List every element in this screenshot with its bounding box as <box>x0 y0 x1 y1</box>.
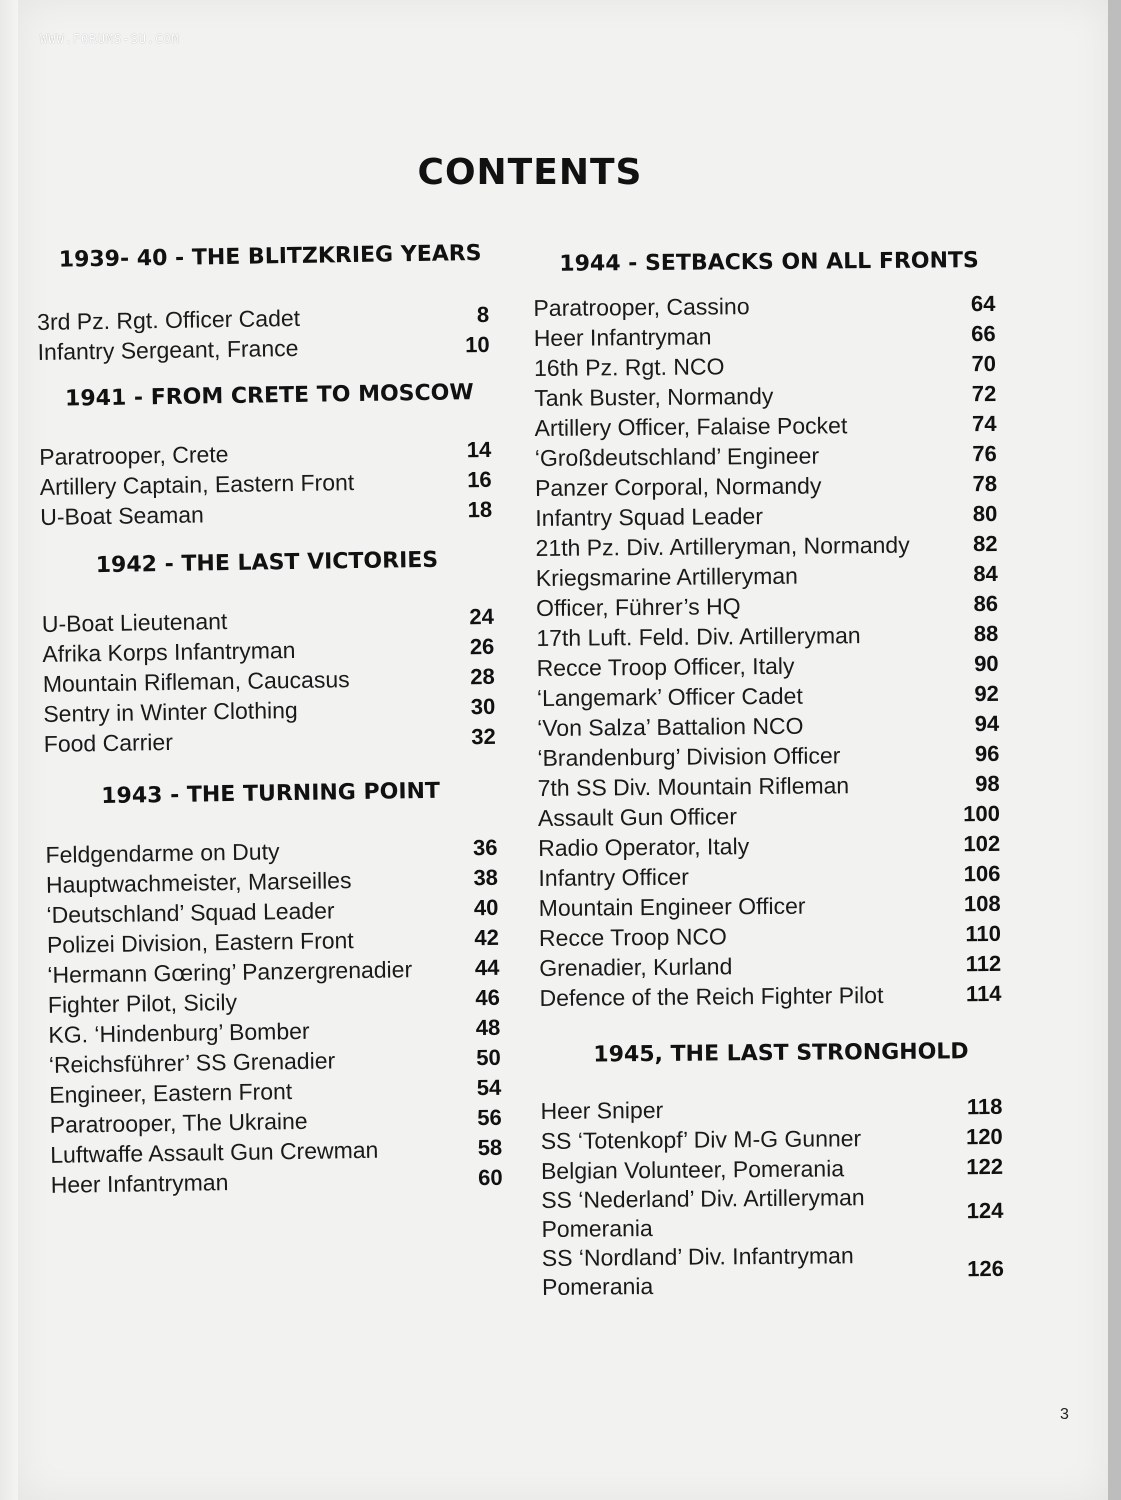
entry-title: Fighter Pilot, Sicily <box>47 988 238 1018</box>
entry-title: Hauptwachmeister, Marseilles <box>45 867 352 898</box>
entry-page: 24 <box>469 603 495 630</box>
entry-page: 102 <box>963 830 1001 857</box>
entry-title: Feldgendarme on Duty <box>45 838 280 868</box>
toc-entry <box>541 1122 1003 1156</box>
entry-title: 17th Luft. Feld. Div. Artilleryman <box>536 622 861 651</box>
entry-title: 16th Pz. Rgt. NCO <box>533 353 725 381</box>
entry-page: 118 <box>966 1093 1003 1120</box>
entry-page: 70 <box>971 350 997 377</box>
toc-entry <box>539 919 1001 953</box>
entry-page: 40 <box>473 894 499 921</box>
entry-title: ‘Von Salza’ Battalion NCO <box>537 712 804 741</box>
entry-title: Infantry Officer <box>538 863 689 891</box>
left-column <box>36 241 503 1200</box>
entry-title: ‘Brandenburg’ Division Officer <box>537 742 841 771</box>
entry-page: 54 <box>476 1074 502 1101</box>
entry-title: Paratrooper, The Ukraine <box>49 1107 308 1138</box>
entry-title: Mountain Rifleman, Caucasus <box>42 666 350 697</box>
entry-page: 32 <box>471 723 496 750</box>
entry-page: 26 <box>469 633 495 660</box>
entry-title: Grenadier, Kurland <box>539 953 733 981</box>
entry-page: 122 <box>966 1153 1004 1180</box>
entry-page: 64 <box>970 290 996 317</box>
toc-entry <box>534 319 996 353</box>
entry-title: 7th SS Div. Mountain Rifleman <box>537 772 850 801</box>
entry-title: ‘Großdeutschland’ Engineer <box>534 442 820 471</box>
toc-entry <box>535 499 997 533</box>
toc-entry <box>44 722 496 759</box>
entry-page: 66 <box>971 320 996 347</box>
entry-title: Afrika Korps Infantryman <box>42 636 296 667</box>
toc-entry <box>541 1152 1003 1186</box>
toc-entry <box>535 469 997 503</box>
entry-page: 14 <box>466 436 492 463</box>
entry-page: 82 <box>972 530 998 557</box>
entry-page: 114 <box>965 980 1002 1007</box>
entry-title: U-Boat Lieutenant <box>41 608 228 637</box>
section-1944-entries <box>533 289 1001 1013</box>
toc-entry <box>536 589 998 623</box>
entry-page: 76 <box>972 440 997 467</box>
entry-title: Kriegsmarine Artilleryman <box>535 562 798 591</box>
entry-title: Heer Infantryman <box>50 1169 229 1198</box>
entry-title: Heer Infantryman <box>533 323 712 351</box>
entry-page: 36 <box>472 834 498 861</box>
entry-title: U-Boat Seaman <box>40 501 205 530</box>
entry-title: Radio Operator, Italy <box>538 833 750 861</box>
section-1943-entries <box>45 833 503 1200</box>
section-heading-1939: 1939- 40 - THE BLITZKRIEG YEARS <box>58 241 482 273</box>
entry-page: 98 <box>975 770 1000 797</box>
entry-title: Defence of the Reich Fighter Pilot <box>539 981 884 1011</box>
toc-entry <box>539 889 1001 923</box>
entry-title <box>542 1241 854 1302</box>
section-1945-entries <box>540 1092 1004 1302</box>
entry-title: Infantry Squad Leader <box>535 503 764 531</box>
entry-title: Officer, Führer’s HQ <box>535 593 741 621</box>
entry-page: 90 <box>974 650 999 677</box>
entry-page: 58 <box>477 1134 503 1161</box>
toc-entry <box>542 1240 1004 1302</box>
entry-page: 42 <box>474 924 500 951</box>
background-edge <box>1108 0 1121 1500</box>
entry-title: Paratrooper, Crete <box>39 441 229 470</box>
toc-entry <box>537 709 999 743</box>
page-title: CONTENTS <box>417 152 643 193</box>
entry-title: Food Carrier <box>43 728 174 757</box>
section-heading-1945: 1945, THE LAST STRONGHOLD <box>593 1039 969 1068</box>
entry-page: 30 <box>470 693 496 720</box>
section-heading-1941: 1941 - FROM CRETE TO MOSCOW <box>64 380 474 412</box>
entry-page: 28 <box>470 663 495 690</box>
entry-page: 46 <box>475 984 501 1011</box>
toc-entry <box>541 1182 1003 1244</box>
toc-entry <box>540 1092 1002 1126</box>
page-number: 3 <box>1060 1406 1069 1423</box>
toc-entry <box>536 559 998 593</box>
toc-entry <box>534 409 996 443</box>
entry-page: 100 <box>963 800 1001 827</box>
entry-page: 60 <box>477 1164 503 1191</box>
section-1942-entries <box>42 602 496 759</box>
entry-title: Artillery Officer, Falaise Pocket <box>534 412 848 441</box>
toc-entry <box>536 619 998 653</box>
entry-page: 126 <box>967 1255 1004 1282</box>
entry-page: 96 <box>974 740 1000 767</box>
entry-page: 120 <box>965 1123 1003 1150</box>
entry-title-line2: Pomerania <box>541 1214 653 1242</box>
toc-entry <box>539 979 1001 1013</box>
entry-title: Paratrooper, Cassino <box>533 293 750 321</box>
entry-page: 124 <box>966 1197 1004 1224</box>
entry-page: 94 <box>974 710 1000 737</box>
watermark: WWW.FORUMS-SU.COM <box>40 32 180 46</box>
page-spine <box>0 0 18 1500</box>
toc-entry <box>536 649 998 683</box>
entry-page: 72 <box>971 380 997 407</box>
entry-title: ‘Langemark’ Officer Cadet <box>536 682 803 711</box>
entry-title-line1: SS ‘Nederland’ Div. Artilleryman <box>541 1184 865 1213</box>
entry-title: SS ‘Totenkopf’ Div M-G Gunner <box>540 1125 862 1154</box>
entry-page: 10 <box>464 331 490 358</box>
entry-title: Mountain Engineer Officer <box>538 892 806 921</box>
entry-title: Engineer, Eastern Front <box>49 1078 293 1108</box>
entry-page: 112 <box>965 950 1002 977</box>
entry-page: 106 <box>963 860 1001 887</box>
entry-page: 50 <box>476 1044 501 1071</box>
entry-page: 86 <box>973 590 999 617</box>
toc-entry <box>535 439 997 473</box>
entry-page: 108 <box>963 890 1001 917</box>
entry-title-line2: Pomerania <box>541 1272 654 1300</box>
toc-entry <box>538 799 1000 833</box>
entry-title: Recce Troop NCO <box>538 923 727 951</box>
toc-entry <box>537 739 999 773</box>
entry-title: ‘Reichsführer’ SS Grenadier <box>48 1047 336 1078</box>
entry-title: Recce Troop Officer, Italy <box>536 652 795 681</box>
toc-entry <box>533 289 995 323</box>
entry-title: 3rd Pz. Rgt. Officer Cadet <box>36 304 301 335</box>
toc-entry <box>538 769 1000 803</box>
entry-title: Sentry in Winter Clothing <box>43 696 298 727</box>
entry-title-line1: SS ‘Nordland’ Div. Infantryman <box>541 1242 854 1271</box>
toc-entry <box>539 949 1001 983</box>
entry-title: Polizei Division, Eastern Front <box>46 927 354 958</box>
entry-page: 38 <box>473 864 499 891</box>
toc-entry <box>538 859 1000 893</box>
toc-entry <box>535 529 997 563</box>
entry-page: 110 <box>965 920 1002 947</box>
entry-title: ‘Deutschland’ Squad Leader <box>46 897 335 928</box>
section-1939-entries <box>37 300 490 367</box>
toc-entry <box>534 379 996 413</box>
entry-title: ‘Hermann Gœring’ Panzergrenadier <box>47 956 413 988</box>
toc-entry <box>537 679 999 713</box>
entry-page: 18 <box>467 496 493 523</box>
toc-entry <box>534 349 996 383</box>
toc-entry <box>40 495 492 532</box>
entry-page: 48 <box>475 1014 501 1041</box>
entry-title: Panzer Corporal, Normandy <box>534 472 822 501</box>
entry-page: 78 <box>972 470 998 497</box>
entry-title: 21th Pz. Div. Artilleryman, Normandy <box>535 531 910 561</box>
entry-page: 16 <box>467 466 492 493</box>
entry-page: 84 <box>973 560 998 587</box>
entry-title: Artillery Captain, Eastern Front <box>39 469 355 500</box>
entry-title: KG. ‘Hindenburg’ Bomber <box>48 1017 310 1048</box>
entry-title: Belgian Volunteer, Pomerania <box>540 1155 845 1184</box>
entry-page: 44 <box>474 954 500 981</box>
entry-title: Assault Gun Officer <box>537 803 738 831</box>
entry-title: Heer Sniper <box>540 1096 664 1124</box>
entry-page: 80 <box>972 500 998 527</box>
entry-page: 74 <box>971 410 997 437</box>
entry-page: 8 <box>476 301 490 328</box>
entry-title: Luftwaffe Assault Gun Crewman <box>50 1136 379 1168</box>
entry-page: 88 <box>973 620 999 647</box>
toc-entry <box>37 330 489 367</box>
section-heading-1942: 1942 - THE LAST VICTORIES <box>95 547 439 579</box>
right-column <box>533 248 1004 1302</box>
section-heading-1944: 1944 - SETBACKS ON ALL FRONTS <box>559 248 979 277</box>
toc-entry <box>538 829 1000 863</box>
entry-page: 92 <box>974 680 999 707</box>
entry-title: Infantry Sergeant, France <box>37 334 299 365</box>
section-1941-entries <box>39 435 492 532</box>
entry-title <box>541 1183 865 1244</box>
entry-page: 56 <box>477 1104 502 1131</box>
entry-title: Tank Buster, Normandy <box>534 382 774 411</box>
section-heading-1943: 1943 - THE TURNING POINT <box>101 778 441 810</box>
